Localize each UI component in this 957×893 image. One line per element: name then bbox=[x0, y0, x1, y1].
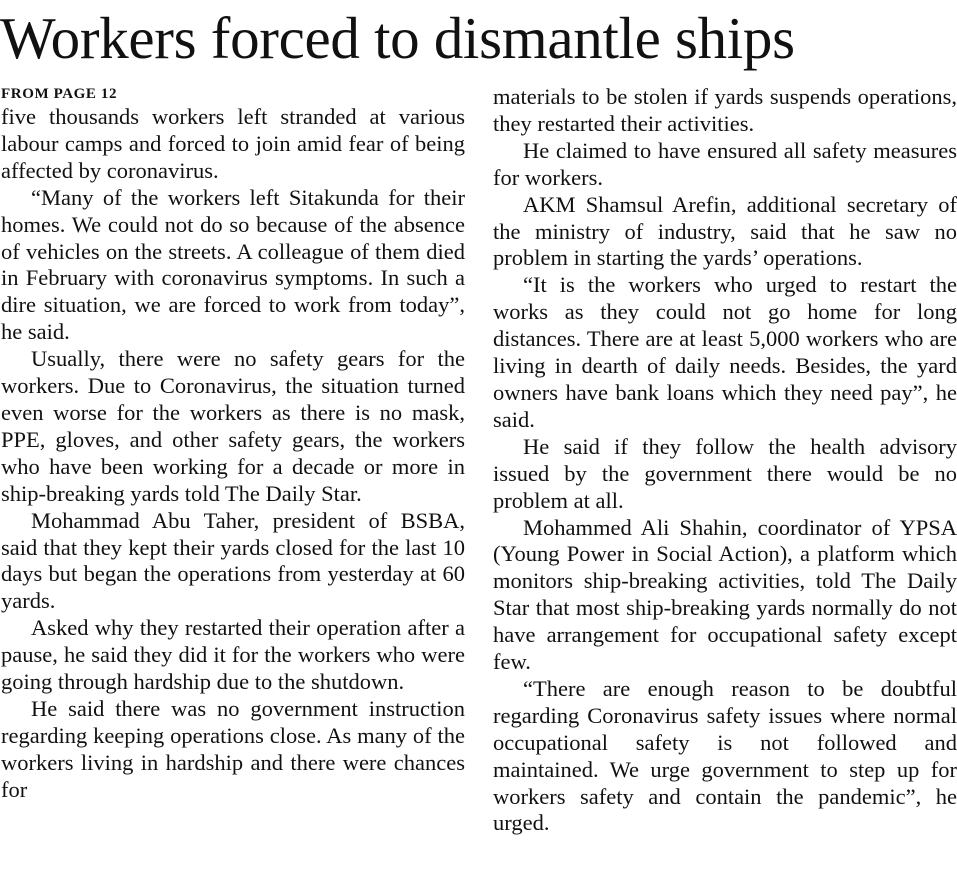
paragraph: He said if they follow the health advisory issued by the government there would be no problem at all. bbox=[493, 433, 957, 513]
paragraph: Mohammed Ali Shahin, coordinator of YPSA (Young Power in Social Action), a platform which monitors ship-breaking activities, told The Daily Star that most ship-breaking yards normally do not have arrangement for occupational safety except few. bbox=[493, 514, 957, 675]
paragraph: “There are enough reason to be doubtful regarding Coronavirus safety issues where normal occupational safety is not followed and maintained. We urge government to step up for workers safety and contain the pandemic”, he urged. bbox=[493, 675, 957, 836]
paragraph: “Many of the workers left Sitakunda for their homes. We could not do so because of the absence of vehicles on the streets. A colleague of them died in February with coronavirus symptoms. In such a dire situation, we are forced to work from today”, he said. bbox=[1, 184, 465, 345]
headline: Workers forced to dismantle ships bbox=[0, 5, 795, 71]
paragraph: Mohammad Abu Taher, president of BSBA, said that they kept their yards closed for the last 10 days but began the operations from yesterday at 60 yards. bbox=[1, 507, 465, 614]
jump-line: FROM PAGE 12 bbox=[1, 86, 118, 102]
paragraph: “It is the workers who urged to restart the works as they could not go home for long distances. There are at least 5,000 workers who are living in dearth of daily needs. Besides, the yard owners have bank loans which they need pay”, he said. bbox=[493, 272, 957, 432]
paragraph: He claimed to have ensured all safety measures for workers. bbox=[493, 137, 957, 190]
paragraph: He said there was no government instruction regarding keeping operations close. As many of the workers living in hardship and there were chances for bbox=[1, 695, 465, 802]
paragraph: materials to be stolen if yards suspends operations, they restarted their activities. bbox=[493, 84, 957, 136]
article-column-right bbox=[493, 84, 957, 837]
article-column-left bbox=[1, 84, 465, 804]
paragraph: Asked why they restarted their operation after a pause, he said they did it for the workers who were going through hardship due to the shutdown. bbox=[1, 615, 465, 695]
paragraph: Usually, there were no safety gears for the workers. Due to Coronavirus, the situation turned even worse for the workers as there is no mask, PPE, gloves, and other safety gears, the workers who have been working for a decade or more in ship-breaking yards told The Daily Star. bbox=[1, 346, 465, 506]
paragraph: AKM Shamsul Arefin, additional secretary of the ministry of industry, said that he saw no problem in starting the yards’ operations. bbox=[493, 191, 957, 271]
paragraph: five thousands workers left stranded at various labour camps and forced to join amid fear of being affected by coronavirus. bbox=[1, 104, 465, 183]
